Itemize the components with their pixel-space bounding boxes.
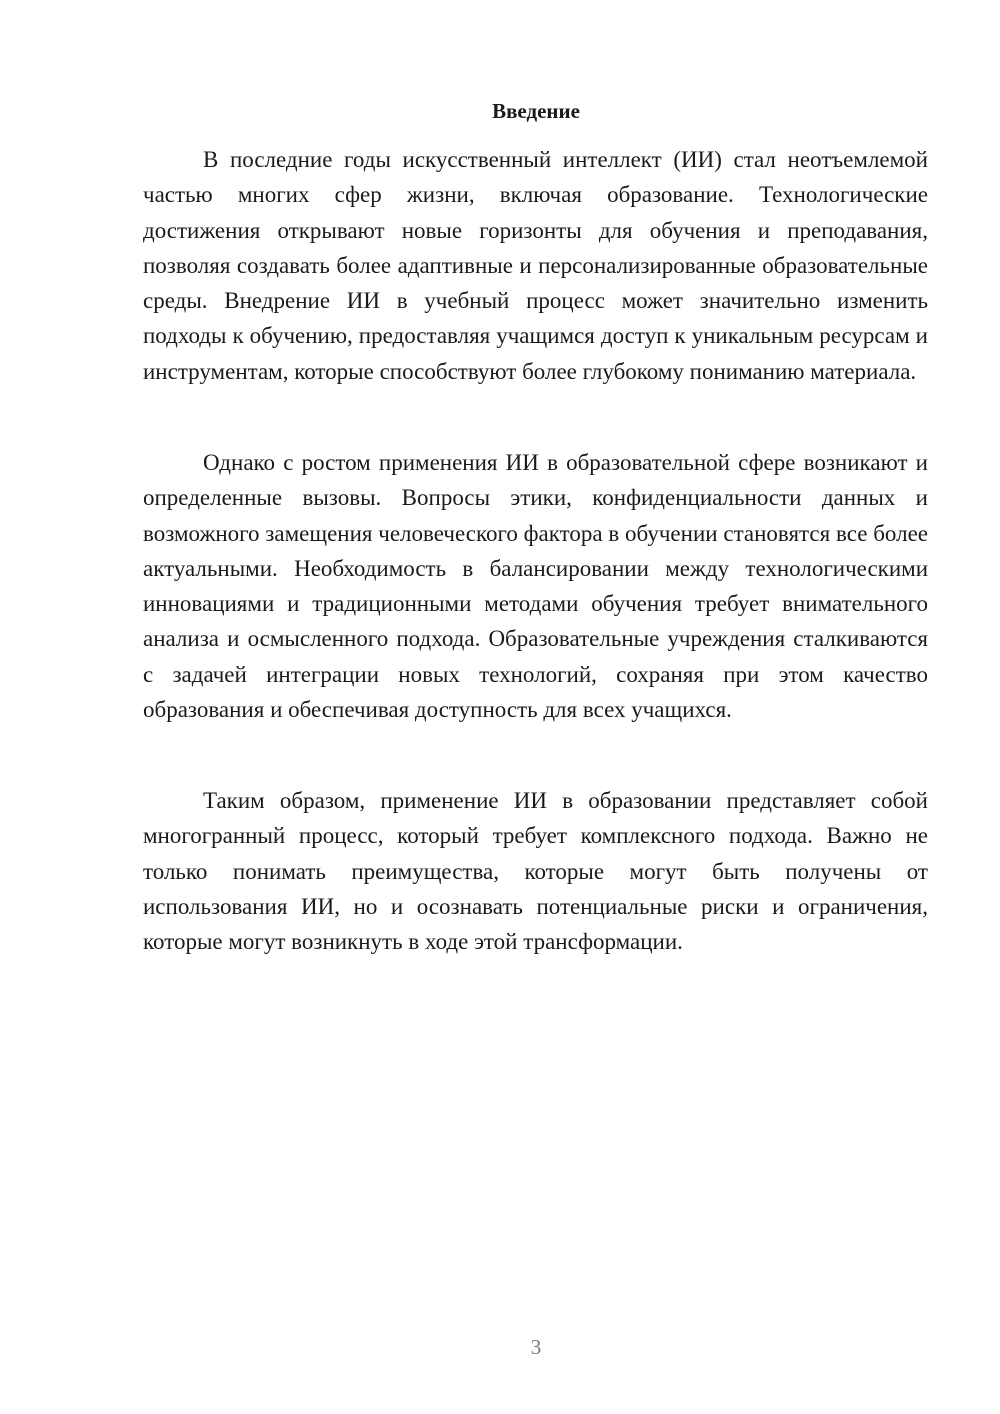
paragraph-3: Таким образом, применение ИИ в образовании представляет собой многогранный процесс, который требует комплексного подхода. Важно не только понимать преимущества, которые могут быть получены от использования ИИ, но и осознавать потенциальные риски и ограничения, которые могут возникнуть в ходе этой трансформации.	[143, 788, 928, 955]
paragraph-1: В последние годы искусственный интеллект (ИИ) стал неотъемлемой частью многих сфер жизни, включая образование. Технологические достижения открывают новые горизонты для обучения и преподавания, позволяя создавать более адаптивные и персонализированные образовательные среды. Внедрение ИИ в учебный процесс может значительно изменить подходы к обучению, предоставляя учащимся доступ к уникальным ресурсам и инструментам, которые способствуют более глубокому пониманию материала.	[143, 147, 928, 384]
page-number: 3	[530, 1335, 542, 1359]
paragraph-2: Однако с ростом применения ИИ в образовательной сфере возникают и определенные вызовы. Вопросы этики, конфиденциальности данных и возможного замещения человеческого фактора в обучении становятся все более актуальными. Необходимость в балансировании между технологическими инновациями и традиционными методами обучения требует внимательного анализа и осмысленного подхода. Образовательные учреждения сталкиваются с задачей интеграции новых технологий, сохраняя при этом качество образования и обеспечивая доступность для всех учащихся.	[143, 450, 928, 723]
section-title: Введение	[492, 99, 580, 123]
